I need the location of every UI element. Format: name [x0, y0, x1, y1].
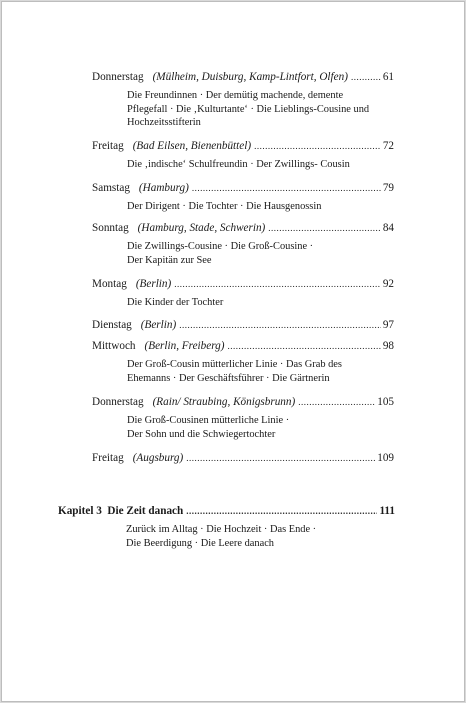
chapter-title: Kapitel 3 Die Zeit danach	[58, 505, 184, 517]
toc-subtopics	[127, 240, 394, 267]
toc-entry[interactable]	[92, 139, 394, 172]
toc-entry-line	[92, 395, 394, 409]
document-page	[1, 1, 465, 702]
toc-entry[interactable]	[92, 318, 394, 332]
toc-subtopic-line: Ehemanns · Der Geschäftsführer · Die Gärtnerin	[127, 372, 330, 384]
toc-chapter[interactable]	[58, 504, 395, 550]
toc-entry[interactable]	[92, 181, 394, 214]
toc-places: (Berlin, Freiberg)	[144, 340, 225, 352]
dot-leader	[192, 181, 381, 195]
dot-leader	[268, 221, 381, 235]
dot-leader	[351, 70, 381, 84]
dot-leader	[254, 139, 381, 153]
toc-entry[interactable]	[92, 277, 394, 310]
toc-entry[interactable]	[92, 221, 394, 267]
toc-subtopics	[127, 89, 394, 130]
toc-subtopic-line: Die Kinder der Tochter	[127, 297, 224, 308]
toc-entry-line	[92, 70, 394, 84]
toc-subtopics	[127, 200, 394, 214]
toc-entry[interactable]	[92, 395, 394, 441]
dot-leader	[227, 339, 380, 353]
toc-subtopic-line: Hochzeitsstifterin	[127, 117, 201, 129]
toc-places: (Bad Eilsen, Bienenbüttel)	[132, 140, 252, 152]
dot-leader	[298, 395, 375, 409]
toc-places: (Augsburg)	[132, 452, 184, 464]
toc-day: Freitag	[92, 452, 124, 464]
toc-day: Donnerstag	[92, 396, 144, 408]
toc-subtopic-line: Die Freundinnen · Der demütig machende, demente	[127, 90, 344, 101]
toc-day: Mittwoch	[92, 340, 136, 352]
toc-page-number: 84	[382, 222, 394, 234]
toc-entry-line	[92, 277, 394, 291]
toc-subtopic-line: Der Sohn und die Schwiegertochter	[127, 428, 276, 440]
toc-day: Sonntag	[92, 222, 129, 234]
toc-subtopics	[127, 158, 394, 172]
toc-entry-line	[92, 221, 394, 235]
toc-subtopics	[127, 296, 394, 310]
toc-places: (Rain/ Straubing, Königsbrunn)	[152, 396, 296, 408]
toc-page-number: 97	[382, 319, 394, 331]
toc-page-number: 72	[382, 140, 394, 152]
chapter-heading-line	[58, 504, 395, 518]
toc-subtopic-line: Der Dirigent · Die Tochter · Die Hausgenossin	[127, 201, 322, 212]
toc-entry-line	[92, 181, 394, 195]
toc-places: (Hamburg)	[138, 182, 189, 194]
toc-subtopic-line: Zurück im Alltag · Die Hochzeit · Das Ende ·	[126, 524, 317, 535]
toc-subtopic-line: Der Groß-Cousin mütterlicher Linie · Das Grab des	[127, 359, 342, 370]
toc-day: Montag	[92, 278, 127, 290]
toc-subtopic-line: Die Groß-Cousinen mütterliche Linie ·	[127, 415, 290, 426]
toc-page-number: 98	[382, 340, 394, 352]
toc-page-number: 105	[377, 396, 394, 408]
toc-places: (Berlin)	[135, 278, 172, 290]
toc-entry[interactable]	[92, 451, 394, 465]
toc-page-number: 92	[382, 278, 394, 290]
chapter-subtopics	[126, 523, 395, 550]
toc-places: (Hamburg, Stade, Schwerin)	[137, 222, 266, 234]
dot-leader	[174, 277, 381, 291]
toc-day: Freitag	[92, 140, 124, 152]
toc-subtopic-line: Die Beerdigung · Die Leere danach	[126, 537, 274, 549]
toc-subtopic-line: Pflegefall · Die ‚Kulturtante‘ · Die Lieblings-Cousine und	[127, 103, 370, 115]
toc-day: Samstag	[92, 182, 130, 194]
dot-leader	[179, 318, 381, 332]
toc-subtopic-line: Die Zwillings-Cousine · Die Groß-Cousine ·	[127, 241, 314, 252]
chapter-page-number: 111	[379, 505, 395, 517]
toc-entry[interactable]	[92, 70, 394, 130]
toc-entry[interactable]	[92, 339, 394, 385]
toc-entry-line	[92, 318, 394, 332]
toc-page-number: 109	[377, 452, 394, 464]
toc-subtopic-line: Die ‚indische‘ Schulfreundin · Der Zwillings- Cousin	[127, 159, 350, 170]
toc-page-number: 79	[382, 182, 394, 194]
toc-day: Dienstag	[92, 319, 132, 331]
toc-places: (Berlin)	[140, 319, 177, 331]
toc-entry-line	[92, 339, 394, 353]
dot-leader	[186, 504, 377, 518]
toc-entry-line	[92, 451, 394, 465]
toc-places: (Mülheim, Duisburg, Kamp-Lintfort, Olfen)	[152, 71, 348, 83]
toc-subtopics	[127, 414, 394, 441]
dot-leader	[186, 451, 375, 465]
toc-subtopics	[127, 358, 394, 385]
toc-day: Donnerstag	[92, 71, 144, 83]
toc-entry-line	[92, 139, 394, 153]
toc-page-number: 61	[382, 71, 394, 83]
toc-subtopic-line: Der Kapitän zur See	[127, 254, 212, 266]
